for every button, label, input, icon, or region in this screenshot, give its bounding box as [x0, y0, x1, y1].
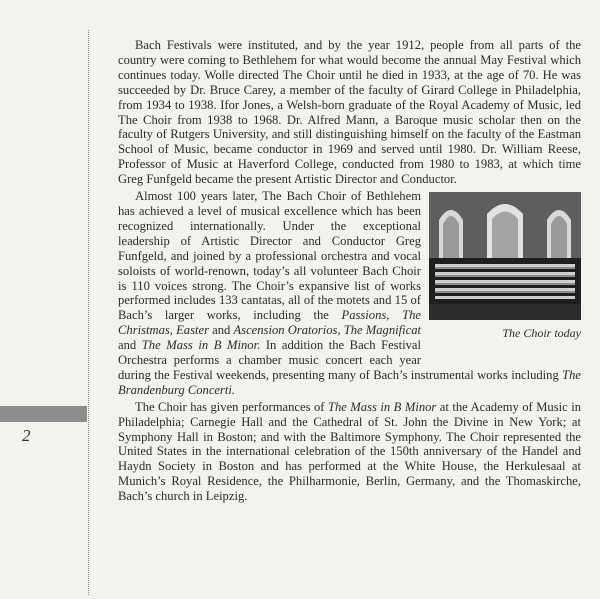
photo-caption: The Choir today	[502, 326, 581, 341]
margin-dotted-rule	[88, 30, 89, 595]
italic-title: The Brandenburg Concerti.	[118, 367, 581, 397]
text-run: and	[118, 338, 142, 353]
choir-photo-figure	[429, 192, 581, 356]
text-run: The Choir has given performances of	[135, 399, 328, 414]
paragraph-excellence	[118, 189, 581, 398]
choir-photo	[429, 192, 581, 320]
text-run: Almost 100 years later, The Bach Choir of Bethlehem has achieved a level of musical excellence which has been recognized internationally. Under the exceptional leadership of Artistic Director and Conductor Greg Funfgeld, and joined by a professional orchestra and vocal soloists of world-renown, today’s all volunteer Bach Choir is 110 voices strong. The Choir’s expansive list of works performed includes 133 cantatas, all of the motets and 15 of Bach’s larger works, including the	[118, 189, 421, 323]
text-run: and	[208, 323, 234, 338]
text-run: at the Academy of Music in Philadelphia; Carnegie Hall and the Cathedral of St. John the Divine in New York; at Symphony Hall in Boston; and with the Baltimore Symphony. The Choir represented the United States in the international celebration of the 150th anniversary of the Handel and Haydn Society in Boston and has performed at the White House, the Herkulesaal at Munich’s Royal Residence, the Philharmonie, Berlin, Germany, and the Thomaskirche, Bach’s church in Leipzig.	[118, 399, 581, 504]
page-number: 2	[22, 426, 31, 445]
text-run: Bach Festivals were instituted, and by the year 1912, people from all parts of the country were coming to Bethlehem for what would become the annual May Festival which continues today. Wolle directed The Choir until he died in 1933, at the age of 70. He was succeeded by Dr. Bruce Carey, a member of the faculty of Girard College in Philadelphia, from 1934 to 1938. Ifor Jones, a Welsh-born graduate of the Royal Academy of Music, led The Choir from 1938 to 1968. Dr. Alfred Mann, a Baroque music scholar then on the faculty of Rutgers University, and still distinguishing himself on the faculty of the Eastman School of Music, became conductor in 1969 and served until 1980. Dr. William Reese, Professor of Music at Haverford College, conducted from 1980 to 1983, at which time Greg Funfgeld became the present Artistic Director and Conductor.	[118, 38, 581, 187]
italic-title: Passions, The Christmas, Easter	[118, 308, 421, 338]
choir-photo-icon	[429, 192, 581, 320]
page-tab-marker	[0, 406, 87, 422]
italic-title: Ascension Oratorios, The Magnificat	[233, 323, 422, 338]
paragraph-history	[118, 38, 581, 187]
italic-title: The Mass in B Minor	[327, 399, 437, 414]
paragraph-performances	[118, 400, 581, 504]
body-text	[118, 38, 581, 506]
text-run: In addition the Bach Festival Orchestra performs a chamber music concert each year during the Festival weekends, presenting many of Bach’s instrumental works including	[118, 338, 563, 382]
italic-title: The Mass in B Minor.	[141, 338, 261, 353]
